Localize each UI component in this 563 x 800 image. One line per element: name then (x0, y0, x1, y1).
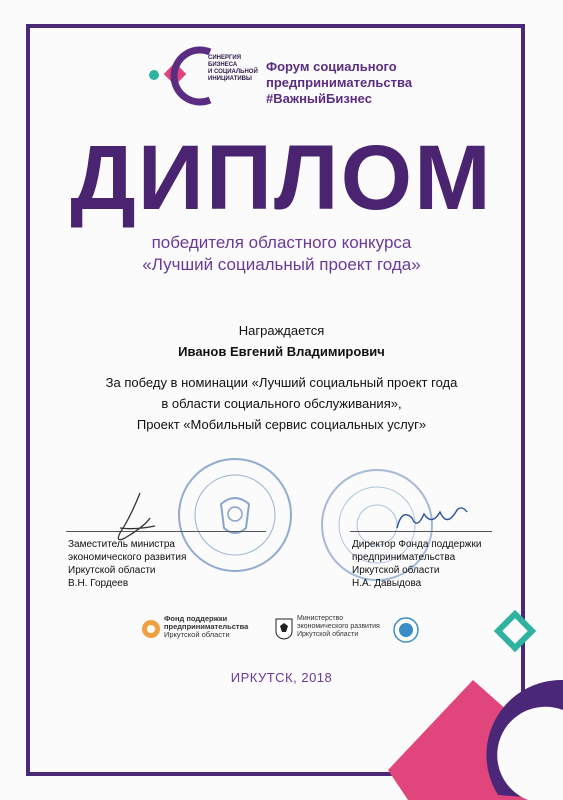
coat-of-arms-icon (275, 618, 293, 640)
corner-decoration (378, 610, 563, 800)
city-year: ИРКУТСК, 2018 (230, 670, 333, 685)
award-line-3: Проект «Мобильный сервис социальных услуг» (136, 417, 427, 432)
signature-right (392, 500, 472, 540)
logo-teal-dot (149, 70, 159, 80)
contest-subtitle: победителя областного конкурса «Лучший социальный проект года» (142, 233, 421, 274)
diploma-title: ДИПЛОМ (70, 127, 493, 229)
signature-block-left: Заместитель министра экономического развития Иркутской области В.Н. Гордеев (68, 539, 187, 589)
ministry-partner: Министерство экономического развития Иркутской области (297, 615, 380, 638)
award-text (0, 320, 563, 435)
recipient-name: Иванов Евгений Владимирович (178, 344, 385, 359)
award-line-1: За победу в номинации «Лучший социальный проект года (105, 375, 458, 390)
fund-partner: Фонд поддержки предпринимательства Иркутской области (164, 614, 249, 639)
forum-title: Форум социального предпринимательства #ВажныйБизнес (266, 59, 413, 106)
award-line-2: в области социального обслуживания», (161, 396, 402, 411)
signature-block-right: Директор Фонда поддержки предпринимательства Иркутской области Н.А. Давыдова (352, 539, 482, 589)
ministry-seal (176, 456, 294, 574)
logo-text: СИНЕРГИЯ БИЗНЕСА И СОЦИАЛЬНОЙ ИНИЦИАТИВЫ (208, 55, 258, 82)
fund-logo-icon (141, 618, 161, 640)
awarded-label: Награждается (238, 323, 325, 338)
